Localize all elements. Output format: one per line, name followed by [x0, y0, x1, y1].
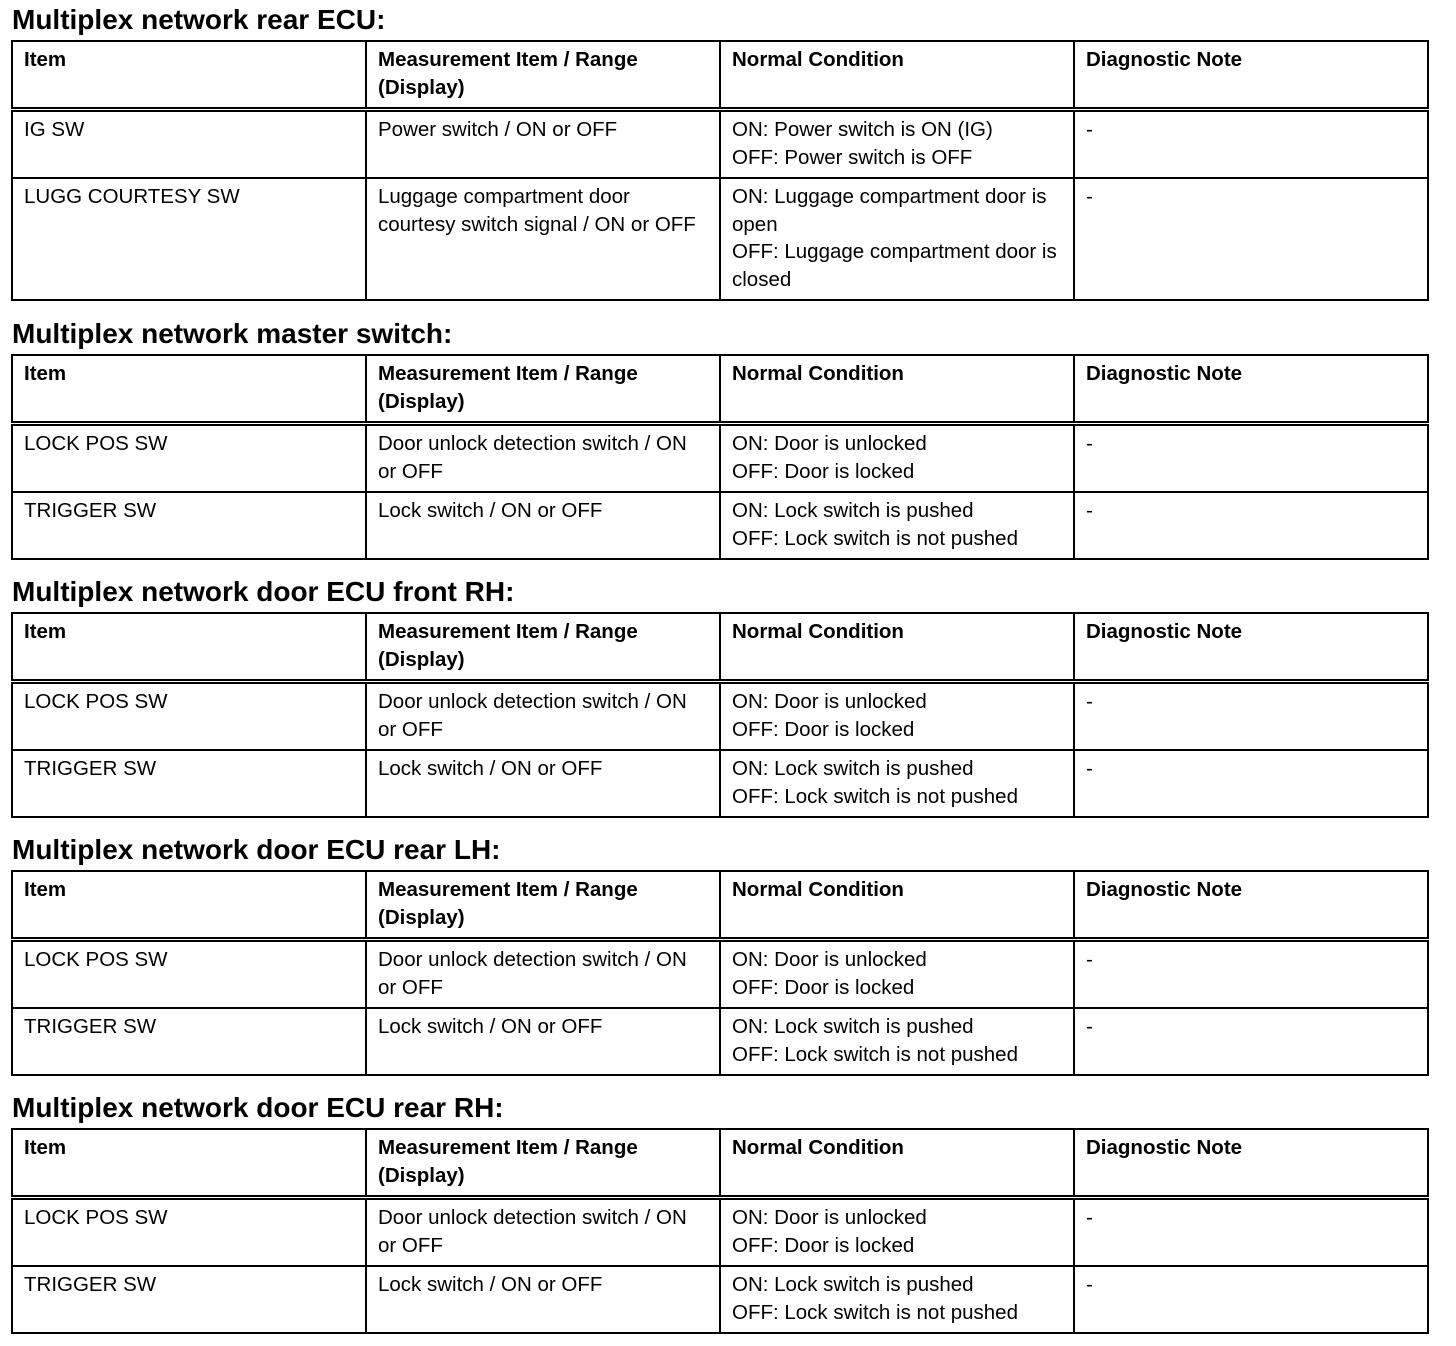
- normal-on-text: ON: Power switch is ON (IG): [732, 118, 993, 141]
- cell-normal-condition: [720, 424, 1074, 493]
- section-title-door-ecu-front-rh: Multiplex network door ECU front RH:: [12, 576, 515, 607]
- header-diagnostic-note: Diagnostic Note: [1074, 871, 1428, 940]
- header-item: Item: [12, 355, 366, 424]
- table-row: [12, 1266, 1428, 1333]
- header-item: Item: [12, 41, 366, 110]
- normal-on-text: ON: Door is unlocked: [732, 948, 927, 971]
- normal-off-text: OFF: Door is locked: [732, 1233, 915, 1257]
- cell-diagnostic-note: -: [1074, 178, 1428, 300]
- cell-measurement: Door unlock detection switch / ON or OFF: [366, 940, 720, 1009]
- normal-off-text: OFF: Door is locked: [732, 717, 915, 741]
- cell-normal-condition: [720, 682, 1074, 751]
- header-diagnostic-note: Diagnostic Note: [1074, 613, 1428, 682]
- normal-on-text: ON: Lock switch is pushed: [732, 757, 974, 780]
- table-row: [12, 178, 1428, 300]
- cell-measurement: Power switch / ON or OFF: [366, 110, 720, 179]
- cell-measurement: Door unlock detection switch / ON or OFF: [366, 682, 720, 751]
- cell-normal-condition: [720, 1198, 1074, 1267]
- table-row: [12, 492, 1428, 559]
- cell-diagnostic-note: -: [1074, 424, 1428, 493]
- table-row: [12, 940, 1428, 1009]
- normal-off-text: OFF: Luggage compartment door is closed: [732, 240, 1057, 291]
- cell-normal-condition: [720, 750, 1074, 817]
- section-title-door-ecu-rear-lh: Multiplex network door ECU rear LH:: [12, 834, 501, 865]
- table-row: [12, 1198, 1428, 1267]
- normal-on-text: ON: Lock switch is pushed: [732, 499, 974, 522]
- cell-measurement: Door unlock detection switch / ON or OFF: [366, 1198, 720, 1267]
- table-row: [12, 110, 1428, 179]
- table-door-ecu-front-rh: [11, 612, 1429, 818]
- normal-on-text: ON: Lock switch is pushed: [732, 1273, 974, 1296]
- normal-off-text: OFF: Door is locked: [732, 459, 915, 483]
- table-rear-ecu: [11, 40, 1429, 301]
- table-header-row: [12, 613, 1428, 682]
- header-measurement: Measurement Item / Range (Display): [366, 355, 720, 424]
- table-row: [12, 750, 1428, 817]
- header-normal-condition: Normal Condition: [720, 871, 1074, 940]
- header-item: Item: [12, 1129, 366, 1198]
- cell-measurement: Lock switch / ON or OFF: [366, 750, 720, 817]
- cell-item: LUGG COURTESY SW: [12, 178, 366, 300]
- section-title-rear-ecu: Multiplex network rear ECU:: [12, 4, 386, 35]
- table-header-row: [12, 41, 1428, 110]
- cell-normal-condition: [720, 178, 1074, 300]
- header-normal-condition: Normal Condition: [720, 613, 1074, 682]
- cell-measurement: Lock switch / ON or OFF: [366, 1008, 720, 1075]
- section-title-master-switch: Multiplex network master switch:: [12, 318, 453, 349]
- header-normal-condition: Normal Condition: [720, 41, 1074, 110]
- cell-diagnostic-note: -: [1074, 1198, 1428, 1267]
- header-item: Item: [12, 871, 366, 940]
- cell-diagnostic-note: -: [1074, 750, 1428, 817]
- cell-normal-condition: [720, 110, 1074, 179]
- cell-diagnostic-note: -: [1074, 682, 1428, 751]
- table-header-row: [12, 1129, 1428, 1198]
- normal-off-text: OFF: Lock switch is not pushed: [732, 1300, 1018, 1324]
- cell-item: TRIGGER SW: [12, 750, 366, 817]
- normal-on-text: ON: Door is unlocked: [732, 690, 927, 713]
- normal-on-text: ON: Lock switch is pushed: [732, 1015, 974, 1038]
- cell-diagnostic-note: -: [1074, 492, 1428, 559]
- cell-measurement: Luggage compartment door courtesy switch signal / ON or OFF: [366, 178, 720, 300]
- normal-on-text: ON: Door is unlocked: [732, 1206, 927, 1229]
- cell-normal-condition: [720, 1266, 1074, 1333]
- table-header-row: [12, 355, 1428, 424]
- cell-measurement: Lock switch / ON or OFF: [366, 492, 720, 559]
- cell-item: LOCK POS SW: [12, 682, 366, 751]
- header-diagnostic-note: Diagnostic Note: [1074, 355, 1428, 424]
- header-diagnostic-note: Diagnostic Note: [1074, 41, 1428, 110]
- section-title-door-ecu-rear-rh: Multiplex network door ECU rear RH:: [12, 1092, 504, 1123]
- cell-diagnostic-note: -: [1074, 110, 1428, 179]
- normal-off-text: OFF: Lock switch is not pushed: [732, 526, 1018, 550]
- cell-item: IG SW: [12, 110, 366, 179]
- cell-item: TRIGGER SW: [12, 1008, 366, 1075]
- table-door-ecu-rear-rh: [11, 1128, 1429, 1334]
- table-header-row: [12, 871, 1428, 940]
- table-master-switch: [11, 354, 1429, 560]
- header-item: Item: [12, 613, 366, 682]
- header-measurement: Measurement Item / Range (Display): [366, 613, 720, 682]
- normal-on-text: ON: Door is unlocked: [732, 432, 927, 455]
- cell-diagnostic-note: -: [1074, 1266, 1428, 1333]
- normal-off-text: OFF: Door is locked: [732, 975, 915, 999]
- table-row: [12, 1008, 1428, 1075]
- cell-item: LOCK POS SW: [12, 940, 366, 1009]
- header-normal-condition: Normal Condition: [720, 355, 1074, 424]
- cell-measurement: Door unlock detection switch / ON or OFF: [366, 424, 720, 493]
- table-row: [12, 424, 1428, 493]
- table-row: [12, 682, 1428, 751]
- cell-item: LOCK POS SW: [12, 424, 366, 493]
- cell-measurement: Lock switch / ON or OFF: [366, 1266, 720, 1333]
- normal-off-text: OFF: Lock switch is not pushed: [732, 1042, 1018, 1066]
- normal-on-text: ON: Luggage compartment door is open: [732, 185, 1047, 236]
- cell-diagnostic-note: -: [1074, 940, 1428, 1009]
- cell-item: LOCK POS SW: [12, 1198, 366, 1267]
- header-diagnostic-note: Diagnostic Note: [1074, 1129, 1428, 1198]
- cell-diagnostic-note: -: [1074, 1008, 1428, 1075]
- normal-off-text: OFF: Power switch is OFF: [732, 145, 973, 169]
- header-measurement: Measurement Item / Range (Display): [366, 41, 720, 110]
- header-normal-condition: Normal Condition: [720, 1129, 1074, 1198]
- header-measurement: Measurement Item / Range (Display): [366, 1129, 720, 1198]
- cell-normal-condition: [720, 492, 1074, 559]
- header-measurement: Measurement Item / Range (Display): [366, 871, 720, 940]
- cell-normal-condition: [720, 1008, 1074, 1075]
- table-door-ecu-rear-lh: [11, 870, 1429, 1076]
- normal-off-text: OFF: Lock switch is not pushed: [732, 784, 1018, 808]
- cell-normal-condition: [720, 940, 1074, 1009]
- cell-item: TRIGGER SW: [12, 492, 366, 559]
- cell-item: TRIGGER SW: [12, 1266, 366, 1333]
